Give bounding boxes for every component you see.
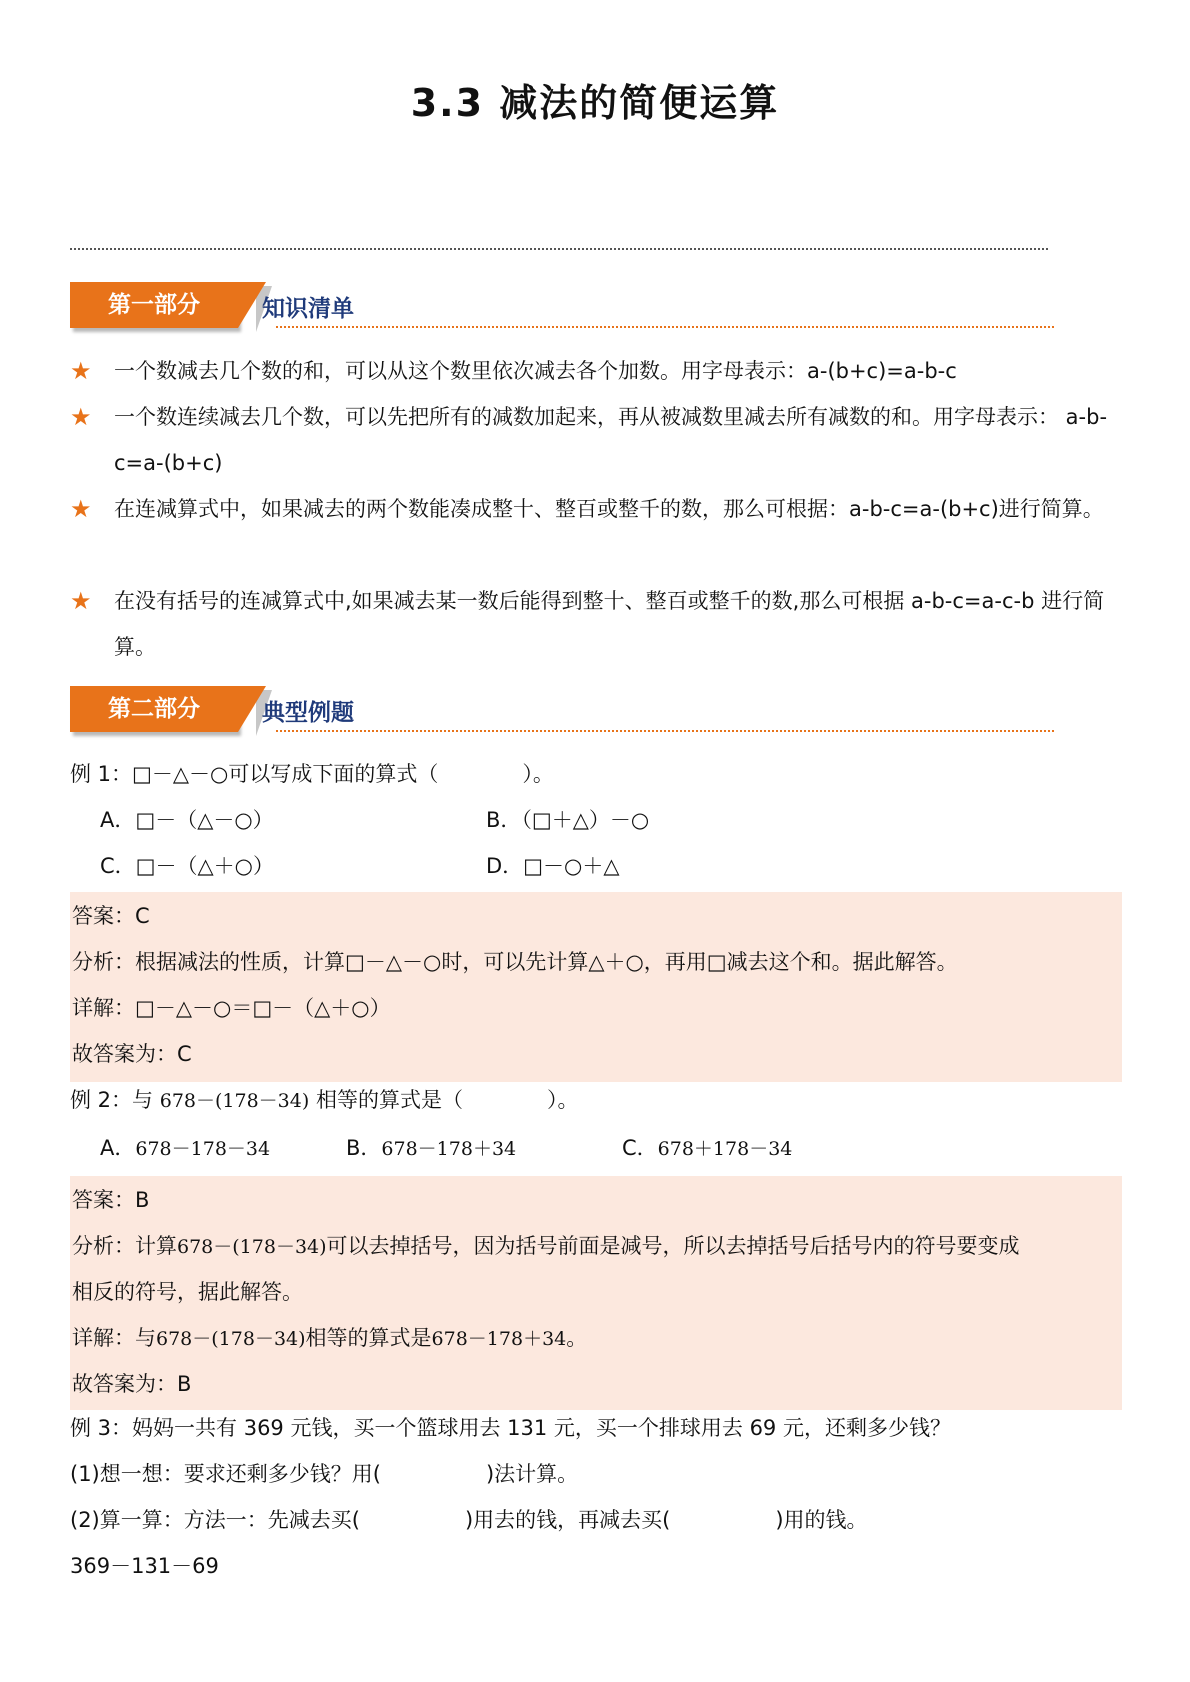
- section-tab-2: 第二部分: [70, 686, 238, 732]
- analysis-cont: 相反的符号，据此解答。: [72, 1280, 303, 1304]
- knowledge-item: ★ 在没有括号的连减算式中,如果减去某一数后能得到整十、整百或整千的数,那么可根据 a-b-c=a-c-b 进行简算。: [70, 578, 1130, 670]
- section-name-1: 知识清单: [262, 296, 354, 322]
- answer: 答案：C: [72, 904, 150, 928]
- knowledge-item: ★ 一个数减去几个数的和，可以从这个数里依次减去各个加数。用字母表示：a-(b+c)=a-b-c: [70, 348, 1130, 394]
- option-c: C．678＋178－34: [622, 1136, 793, 1160]
- section-header-1: [70, 282, 1054, 332]
- final-answer: 故答案为：C: [72, 1042, 192, 1066]
- section-header-2: [70, 686, 1054, 736]
- detail: 详解：与678－(178－34)相等的算式是678－178＋34。: [72, 1326, 588, 1350]
- divider: [70, 248, 1048, 250]
- star-icon: ★: [70, 357, 92, 385]
- answer-box-1: [70, 892, 1122, 1082]
- star-icon: ★: [70, 403, 92, 431]
- answer-box-2: [70, 1176, 1122, 1410]
- option-d: D．□－○＋△: [486, 854, 620, 878]
- section-tab-1: 第一部分: [70, 282, 238, 328]
- star-icon: ★: [70, 495, 92, 523]
- option-c: C．□－（△＋○）: [100, 854, 274, 878]
- knowledge-item: ★ 在连减算式中，如果减去的两个数能凑成整十、整百或整千的数，那么可根据：a-b-c=a-(b+c)进行简算。: [70, 486, 1130, 532]
- answer: 答案：B: [72, 1188, 150, 1212]
- example-2-question: 例 2：与 678－(178－34) 相等的算式是（ ）。: [70, 1088, 579, 1112]
- option-a: A．□－（△－○）: [100, 808, 274, 832]
- option-b: B．678－178＋34: [346, 1136, 517, 1160]
- example-3-part-1: (1)想一想：要求还剩多少钱？用( )法计算。: [70, 1462, 579, 1486]
- example-3-question: 例 3：妈妈一共有 369 元钱，买一个篮球用去 131 元，买一个排球用去 69 元，还剩多少钱？: [70, 1416, 951, 1440]
- detail: 详解：□－△－○＝□－（△＋○）: [72, 996, 391, 1020]
- knowledge-item: ★ 一个数连续减去几个数，可以先把所有的减数加起来，再从被减数里减去所有减数的和。用字母表示： a-b-c=a-(b+c): [70, 394, 1130, 486]
- example-1-question: 例 1：□－△－○可以写成下面的算式（ ）。: [70, 762, 554, 786]
- star-icon: ★: [70, 587, 92, 615]
- analysis: 分析：计算678－(178－34)可以去掉括号，因为括号前面是减号，所以去掉括号后括号内的符号要变成: [72, 1234, 1020, 1258]
- example-3-part-2: (2)算一算：方法一：先减去买( )用去的钱，再减去买( )用的钱。: [70, 1508, 868, 1532]
- analysis: 分析：根据减法的性质，计算□－△－○时，可以先计算△＋○，再用□减去这个和。据此解答。: [72, 950, 958, 974]
- section-name-2: 典型例题: [262, 700, 354, 726]
- example-3-expression: 369－131－69: [70, 1554, 219, 1578]
- option-a: A．678－178－34: [100, 1136, 271, 1160]
- final-answer: 故答案为：B: [72, 1372, 192, 1396]
- option-b: B．（□＋△）－○: [486, 808, 650, 832]
- page-title: 3.3 减法的简便运算: [410, 81, 780, 125]
